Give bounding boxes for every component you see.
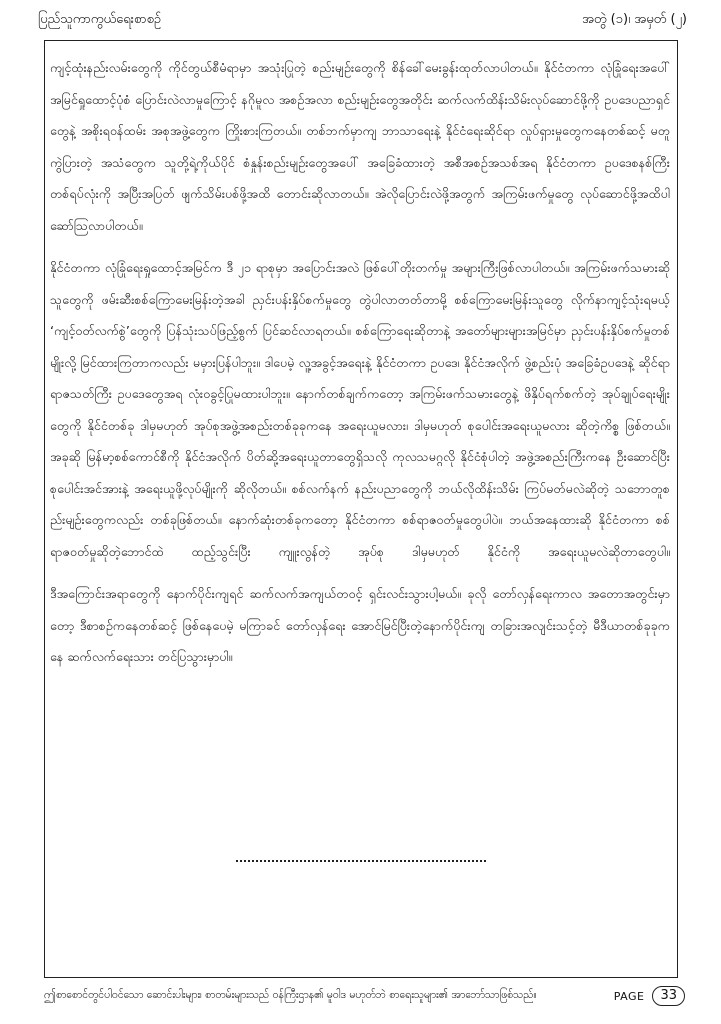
paragraph-1: ကျင့်ထုံးနည်းလမ်းတွေကို ကိုင်တွယ်စီမံရာမှာ အသုံးပြုတဲ့ စည်းမျဥ်းတွေကို စိန်ခေါ်မေးခွန်းထုတ်လာပါတယ်။ နိုင်ငံတကာ လုံခြုံရေးအပေါ် အမြင်ရှုထောင့်ပုံစံ ပြောင်းလဲလာမှုကြောင့် နဂိုမူလ အစဉ်အလာ စည်းမျဥ်းတွေအတိုင်း ဆက်လက်ထိန်းသိမ်းလုပ်ဆောင်ဖို့ကို ဥပဒေပညာရှင်တွေနဲ့ အစိုးရဝန်ထမ်း အစုအဖွဲ့တွေက ကြိုးစားကြတယ်။ တစ်ဘက်မှာကျ ဘာသာရေးနဲ့ နိုင်ငံရေးဆိုင်ရာ လှုပ်ရှားမှုတွေကနေတစ်ဆင့် မတူကွဲပြားတဲ့ အသံတွေက သူတို့ရဲ့ကိုယ်ပိုင် စံနှုန်းစည်းမျဥ်းတွေအပေါ် အခြေခံထားတဲ့ အစီအစဉ်အသစ်အရ နိုင်ငံတကာ ဥပဒေစနစ်ကြီးတစ်ရပ်လုံးကို အပြီးအပြတ် ဖျက်သိမ်းပစ်ဖို့အထိ တောင်းဆိုလာတယ်။ အဲလိုပြောင်းလဲဖို့အတွက် အကြမ်းဖက်မှုတွေ လုပ်ဆောင်ဖို့အထိပါ ဆော်ဩလာပါတယ်။ xyxy=(50,60,670,233)
paragraph-3: ဒီအကြောင်းအရာတွေကို နောက်ပိုင်းကျရင် ဆက်လက်အကျယ်တဝင့် ရှင်းလင်းသွားပါ့မယ်။ ခုလို တော်လှန်ရေးကာလ အတောအတွင်းမှာတော့ ဒီစာစဥ်ကနေတစ်ဆင့် ဖြစ်နေပေမဲ့ မကြာခင် တော်လှန်ရေး အောင်မြင်ပြီးတဲ့နောက်ပိုင်းကျ တခြားအလျင်းသင့်တဲ့ မီဒီယာတစ်ခုခုကနေ ဆက်လက်ရေးသား တင်ပြသွားမှာပါ။ xyxy=(50,586,670,664)
page-footer xyxy=(44,985,685,1007)
publication-title: ပြည်သူကာကွယ်ရေးစာစဥ် xyxy=(38,11,162,27)
issue-info: အတွဲ (၁)၊ အမှတ် (၂) xyxy=(581,11,687,27)
page-number: 33 xyxy=(652,986,685,1006)
page-header xyxy=(38,8,687,32)
footer-disclaimer: ဤစာစောင်တွင်ပါဝင်သော ဆောင်းပါးများ၊ စာတမ်းများသည် ဝန်ကြီးဌာန၏ မူဝါဒ မဟုတ်ဘဲ စာရေးသူများ၏ အာဘော်သာဖြစ်သည်။ xyxy=(44,988,537,1001)
article-body xyxy=(50,52,670,684)
dotted-separator xyxy=(236,860,486,862)
paragraph-2: နိုင်ငံတကာ လုံခြုံရေးရှုထောင့်အမြင်က ဒီ ၂၁ ရာစုမှာ အပြောင်းအလဲ ဖြစ်ပေါ်တိုးတက်မှု အများကြီးဖြစ်လာပါတယ်။ အကြမ်းဖက်သမားဆိုသူတွေကို ဖမ်းဆီးစစ်ကြောမေးမြန်းတဲ့အခါ ညှင်းပန်းနှိပ်စက်မှုတွေ တွဲပါလာတတ်တာမို့ စစ်ကြောမေးမြန်းသူတွေ လိုက်နာကျင့်သုံးရမယ့် ‘ကျင့်ဝတ်လက်စွဲ’တွေကို ပြန်သုံးသပ်ဖြည့်စွက် ပြင်ဆင်လာရတယ်။ စစ်ကြောရေးဆိုတာနဲ့ အတော်များများအမြင်မှာ ညှင်းပန်းနှိပ်စက်မှုတစ်မျိုးလို့ မြင်ထားကြတာကလည်း မမှားပြန်ပါဘူး။ ဒါပေမဲ့ လူ့အခွင့်အရေးနဲ့ နိုင်ငံတကာ ဥပဒေ၊ နိုင်ငံအလိုက် ဖွဲ့စည်းပုံ အခြေခံဥပဒေနဲ့ ဆိုင်ရာရာဇသတ်ကြီး ဥပဒေတွေအရ လုံးဝခွင့်ပြုမထားပါဘူး။ နောက်တစ်ချက်ကတော့ အကြမ်းဖက်သမားတွေနဲ့ ဖိနှိပ်ရက်စက်တဲ့ အုပ်ချုပ်ရေးမျိုးတွေကို နိုင်ငံတစ်ခု ဒါမှမဟုတ် အုပ်စုအဖွဲ့အစည်းတစ်ခုခုကနေ အရေးယူမလား၊ ဒါမှမဟုတ် စုပေါင်းအရေးယူမလား ဆိုတဲ့ကိစ္စ ဖြစ်တယ်။ အခုဆို မြန်မာ့စစ်ကောင်စီကို နိုင်ငံအလိုက် ပိတ်ဆို့အရေးယူတာတွေရှိသလို ကုလသမဂ္ဂလို နိုင်ငံစုံပါတဲ့ အဖွဲ့အစည်းကြီးကနေ ဦးဆောင်ပြီး စုပေါင်းအင်အားနဲ့ အရေးယူဖို့လုပ်မျိုးကို ဆိုလိုတယ်။ စစ်လက်နက် နည်းပညာတွေကို ဘယ်လိုထိန်းသိမ်း ကြပ်မတ်မလဲဆိုတဲ့ သဘောတူစည်းမျဥ်းတွေကလည်း တစ်ခုဖြစ်တယ်။ နောက်ဆုံးတစ်ခုကတော့ နိုင်ငံတကာ စစ်ရာဇဝတ်မှုတွေပါပဲ။ ဘယ်အနေထားဆို နိုင်ငံတကာ စစ်ရာဇဝတ်မှုဆိုတဲ့ဘောင်ထဲ ထည့်သွင်းပြီး ကျူးလွန်တဲ့ အုပ်စု ဒါမှမဟုတ် နိုင်ငံကို အရေးယူမလဲဆိုတာတွေပါ။ xyxy=(50,260,670,559)
page-label: PAGE xyxy=(613,989,645,1003)
page-indicator xyxy=(614,986,685,1006)
